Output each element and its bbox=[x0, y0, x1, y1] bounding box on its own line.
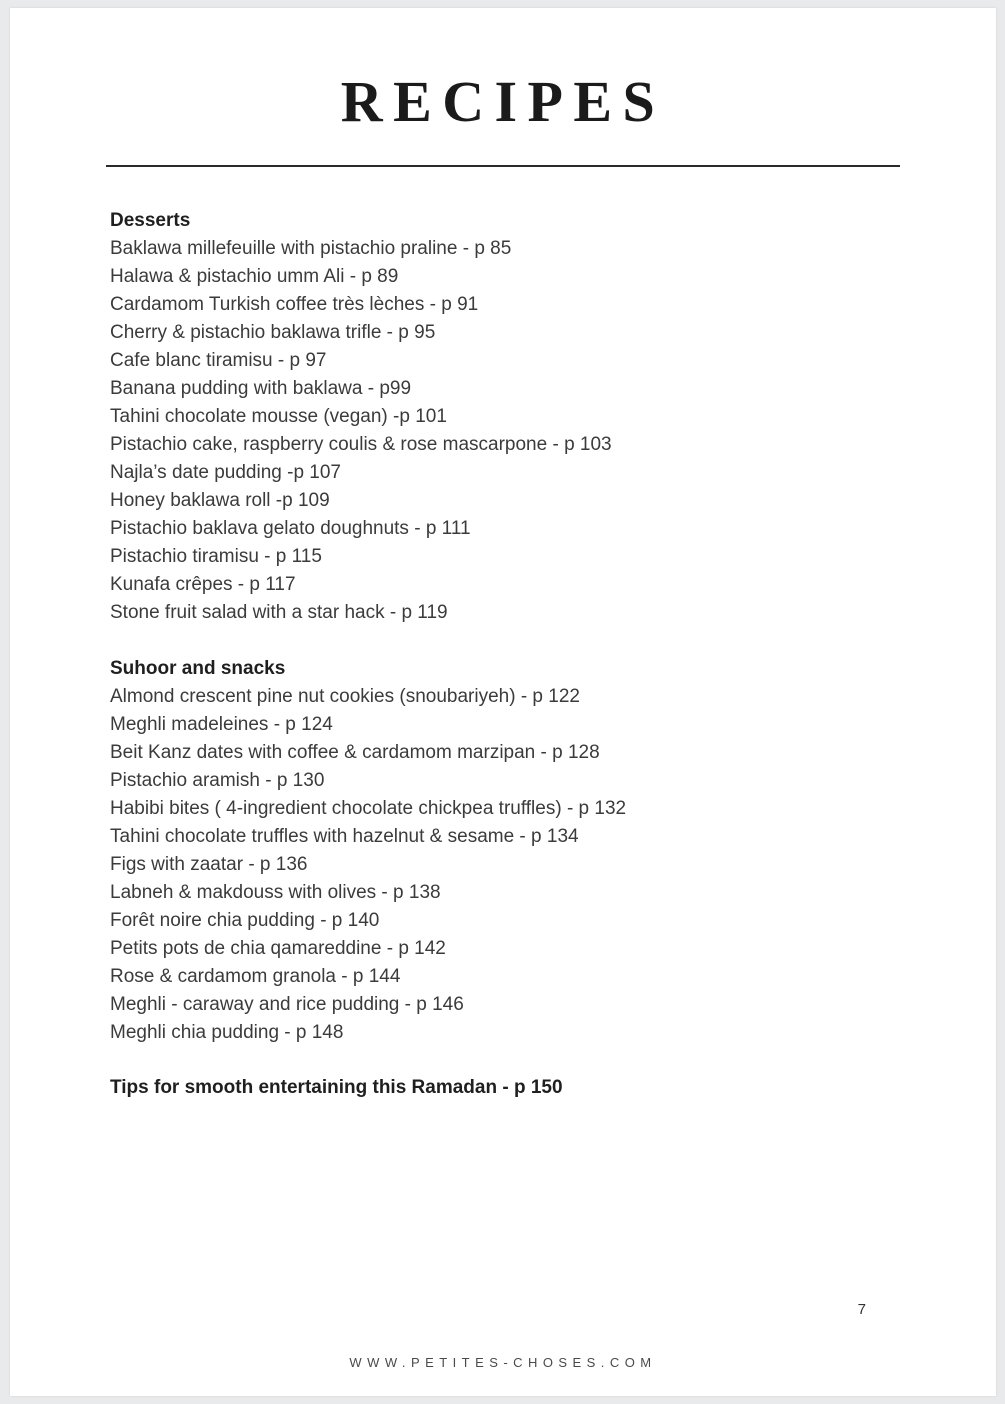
document-page bbox=[10, 8, 996, 1396]
recipe-item: Cherry & pistachio baklawa trifle - p 95 bbox=[110, 322, 436, 343]
recipe-item: Najla’s date pudding -p 107 bbox=[110, 462, 341, 483]
recipe-item: Meghli madeleines - p 124 bbox=[110, 714, 333, 735]
recipe-item: Tahini chocolate truffles with hazelnut & sesame - p 134 bbox=[110, 826, 579, 847]
section-heading: Desserts bbox=[110, 210, 191, 231]
recipe-item: Banana pudding with baklawa - p99 bbox=[110, 378, 412, 399]
recipe-item: Pistachio cake, raspberry coulis & rose mascarpone - p 103 bbox=[110, 434, 612, 455]
recipe-item: Pistachio tiramisu - p 115 bbox=[110, 546, 322, 567]
recipe-item: Kunafa crêpes - p 117 bbox=[110, 574, 296, 595]
recipe-item: Meghli chia pudding - p 148 bbox=[110, 1022, 344, 1043]
closing-note: Tips for smooth entertaining this Ramadan - p 150 bbox=[110, 1077, 563, 1098]
recipe-item: Tahini chocolate mousse (vegan) -p 101 bbox=[110, 406, 447, 427]
website-footer: WWW.PETITES-CHOSES.COM bbox=[349, 1355, 657, 1370]
section-heading: Suhoor and snacks bbox=[110, 658, 286, 679]
recipe-item: Rose & cardamom granola - p 144 bbox=[110, 966, 401, 987]
recipe-item: Petits pots de chia qamareddine - p 142 bbox=[110, 938, 446, 959]
recipe-item: Forêt noire chia pudding - p 140 bbox=[110, 910, 380, 931]
recipe-item: Cardamom Turkish coffee très lèches - p 91 bbox=[110, 294, 479, 315]
recipe-item: Baklawa millefeuille with pistachio praline - p 85 bbox=[110, 238, 512, 259]
recipe-item: Almond crescent pine nut cookies (snoubariyeh) - p 122 bbox=[110, 686, 580, 707]
recipe-item: Figs with zaatar - p 136 bbox=[110, 854, 308, 875]
recipe-item: Halawa & pistachio umm Ali - p 89 bbox=[110, 266, 399, 287]
recipe-item: Honey baklawa roll -p 109 bbox=[110, 490, 330, 511]
recipe-item: Meghli - caraway and rice pudding - p 146 bbox=[110, 994, 464, 1015]
table-of-contents bbox=[10, 167, 996, 1102]
section-suhoor-and-snacks bbox=[110, 655, 906, 1047]
section-desserts bbox=[110, 207, 906, 627]
recipe-item: Pistachio baklava gelato doughnuts - p 111 bbox=[110, 518, 471, 539]
recipe-item: Stone fruit salad with a star hack - p 119 bbox=[110, 602, 448, 623]
recipe-item: Pistachio aramish - p 130 bbox=[110, 770, 325, 791]
recipe-item: Habibi bites ( 4-ingredient chocolate chickpea truffles) - p 132 bbox=[110, 798, 627, 819]
recipe-item: Cafe blanc tiramisu - p 97 bbox=[110, 350, 327, 371]
page-title: RECIPES bbox=[340, 69, 666, 134]
recipe-item: Beit Kanz dates with coffee & cardamom marzipan - p 128 bbox=[110, 742, 600, 763]
page-number: 7 bbox=[857, 1301, 866, 1318]
recipe-item: Labneh & makdouss with olives - p 138 bbox=[110, 882, 441, 903]
